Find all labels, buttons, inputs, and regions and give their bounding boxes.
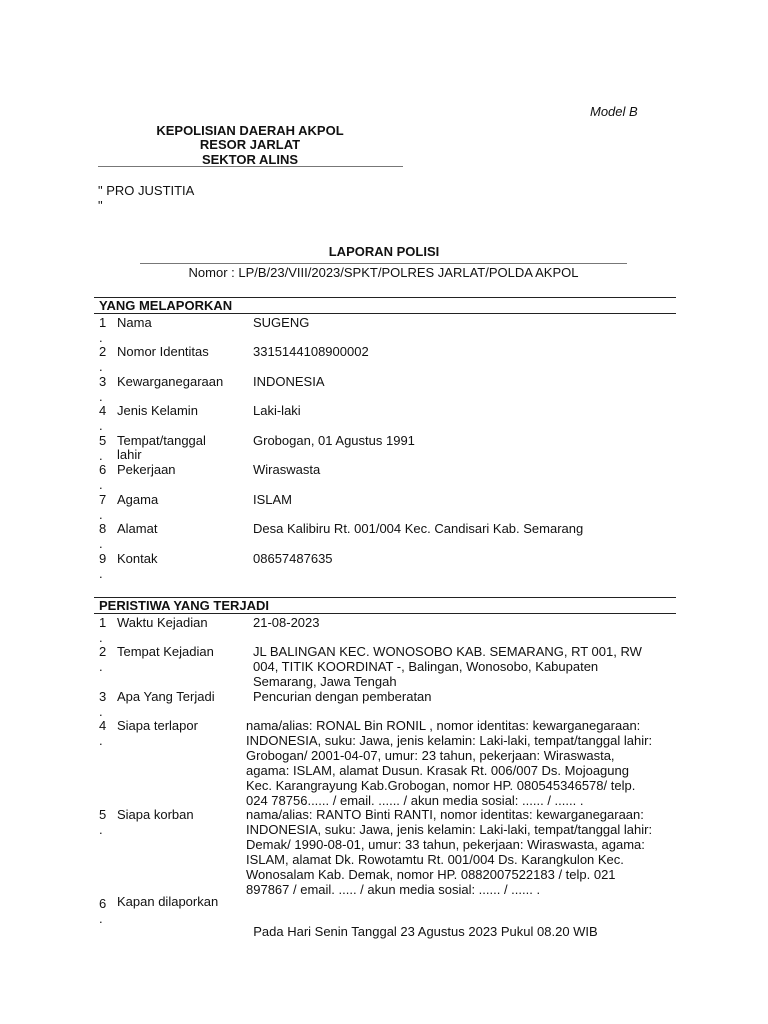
- reporter-item-label: Pekerjaan: [117, 462, 176, 477]
- reporter-item-label: Alamat: [117, 521, 158, 536]
- reporter-item-value: 08657487635: [253, 551, 333, 566]
- value-line: 897867 / email. ..... / akun media sosial: ...... / ...... .: [246, 882, 541, 897]
- reporter-item-value: INDONESIA: [253, 374, 325, 389]
- item-number-dot: .: [99, 566, 103, 581]
- value-line: Kec. Karangrayung Kab.Grobogan, nomor HP. 080545346578/ telp.: [246, 778, 636, 793]
- item-number-dot: .: [99, 536, 103, 551]
- value-line: agama: ISLAM, alamat Dusun. Krasak Rt. 006/007 Ds. Mojoagung: [246, 763, 629, 778]
- value-line: Pencurian dengan pemberatan: [253, 689, 432, 704]
- reporter-item-value: 3315144108900002: [253, 344, 369, 359]
- item-number: 7: [99, 492, 107, 507]
- model-label: Model B: [590, 104, 638, 119]
- item-number-dot: .: [99, 911, 103, 926]
- label-line: Tempat/tanggal: [117, 433, 206, 448]
- incident-item-value: [246, 894, 598, 969]
- incident-item-label: Siapa korban: [117, 807, 194, 822]
- reporter-item-number: [99, 462, 111, 492]
- value-line: nama/alias: RANTO Binti RANTI, nomor identitas: kewarganegaraan:: [246, 807, 644, 822]
- value-line: JL BALINGAN KEC. WONOSOBO KAB. SEMARANG, RT 001, RW: [253, 644, 642, 659]
- item-number-dot: .: [99, 418, 103, 433]
- value-line: Pada Hari Senin Tanggal 23 Agustus 2023 Pukul 08.20 WIB: [246, 924, 598, 939]
- item-number: 3: [99, 374, 107, 389]
- reporter-item-number: [99, 492, 111, 522]
- value-line: Wonosalam Kab. Demak, nomor HP. 0882007522183 / telp. 021: [246, 867, 616, 882]
- reporter-item-label: Nama: [117, 315, 152, 330]
- pro-justitia-line-2: ": [98, 198, 103, 213]
- item-number: 8: [99, 521, 107, 536]
- item-number: 4: [99, 718, 107, 733]
- item-number: 5: [99, 807, 107, 822]
- incident-item-label: Siapa terlapor: [117, 718, 198, 733]
- value-line: INDONESIA, suku: Jawa, jenis kelamin: Laki-laki, tempat/tanggal lahir:: [246, 822, 653, 837]
- item-number: 6: [99, 462, 107, 477]
- reporter-item-number: [99, 315, 111, 345]
- reporter-item-label: Jenis Kelamin: [117, 403, 198, 418]
- reporter-item-value: ISLAM: [253, 492, 293, 507]
- incident-item-number: [99, 807, 111, 837]
- incident-item-label: Kapan dilaporkan: [117, 894, 219, 909]
- reporter-item-label: Kewarganegaraan: [117, 374, 224, 389]
- report-number: Nomor : LP/B/23/VIII/2023/SPKT/POLRES JARLAT/POLDA AKPOL: [188, 265, 579, 280]
- item-number-dot: .: [99, 822, 103, 837]
- incident-item-number: [99, 718, 111, 748]
- item-number: 6: [99, 896, 107, 911]
- reporter-item-value: Grobogan, 01 Agustus 1991: [253, 433, 415, 448]
- incident-item-label: Tempat Kejadian: [117, 644, 214, 659]
- reporter-item-number: [99, 551, 111, 581]
- reporter-item-value: Laki-laki: [253, 403, 301, 418]
- incident-item-value: [253, 644, 642, 689]
- reporter-item-label: Agama: [117, 492, 159, 507]
- value-line: Semarang, Jawa Tengah: [253, 674, 397, 689]
- incident-item-value: [246, 718, 652, 808]
- incident-section-title: PERISTIWA YANG TERJADI: [99, 598, 269, 613]
- item-number: 1: [99, 615, 107, 630]
- title-divider: [140, 263, 627, 264]
- incident-item-number: [99, 644, 111, 674]
- reporter-section-title: YANG MELAPORKAN: [99, 298, 233, 313]
- item-number: 4: [99, 403, 107, 418]
- reporter-item-value: SUGENG: [253, 315, 310, 330]
- institution-line-3: SEKTOR ALINS: [201, 152, 299, 167]
- incident-item-value: [253, 689, 432, 704]
- reporter-item-number: [99, 374, 111, 404]
- incident-item-label: Apa Yang Terjadi: [117, 689, 215, 704]
- label-line: lahir: [117, 447, 142, 462]
- reporter-item-label: [117, 434, 206, 462]
- report-title: [0, 244, 768, 259]
- value-line: Demak/ 1990-08-01, umur: 33 tahun, pekerjaan: Wiraswasta, agama:: [246, 837, 645, 852]
- item-number-dot: .: [99, 330, 103, 345]
- item-number: 5: [99, 433, 107, 448]
- reporter-section-rule-bottom: [94, 313, 676, 314]
- item-number-dot: .: [99, 659, 103, 674]
- item-number: 3: [99, 689, 107, 704]
- incident-item-number: [99, 615, 111, 645]
- reporter-item-number: [99, 521, 111, 551]
- reporter-item-value: Desa Kalibiru Rt. 001/004 Kec. Candisari Kab. Semarang: [253, 521, 584, 536]
- incident-item-value: [246, 807, 652, 897]
- value-line: INDONESIA, suku: Jawa, jenis kelamin: Laki-laki, tempat/tanggal lahir:: [246, 733, 653, 748]
- pro-justitia: [98, 183, 194, 213]
- institution-line-1: KEPOLISIAN DAERAH AKPOL: [156, 123, 344, 138]
- institution-line-2: RESOR JARLAT: [199, 137, 301, 152]
- item-number: 9: [99, 551, 107, 566]
- value-line: 21-08-2023: [253, 615, 320, 630]
- reporter-item-number: [99, 344, 111, 374]
- item-number: 2: [99, 344, 107, 359]
- item-number-dot: .: [99, 389, 103, 404]
- report-title-text: LAPORAN POLISI: [328, 244, 440, 259]
- incident-item-number: [99, 896, 111, 926]
- item-number-dot: .: [99, 733, 103, 748]
- value-line: 024 78756...... / email. ...... / akun media sosial: ...... / ...... .: [246, 793, 584, 808]
- item-number-dot: .: [99, 704, 103, 719]
- incident-section-rule-bottom: [94, 613, 676, 614]
- item-number-dot: .: [99, 448, 103, 463]
- reporter-item-number: [99, 403, 111, 433]
- item-number-dot: .: [99, 477, 103, 492]
- pro-justitia-line-1: " PRO JUSTITIA: [98, 183, 195, 198]
- item-number: 2: [99, 644, 107, 659]
- value-line: Grobogan/ 2001-04-07, umur: 23 tahun, pekerjaan: Wiraswasta,: [246, 748, 615, 763]
- header-divider: [98, 166, 403, 167]
- reporter-item-label: Kontak: [117, 551, 158, 566]
- reporter-item-value: Wiraswasta: [253, 462, 321, 477]
- incident-item-number: [99, 689, 111, 719]
- item-number-dot: .: [99, 507, 103, 522]
- item-number-dot: .: [99, 630, 103, 645]
- incident-item-label: Waktu Kejadian: [117, 615, 208, 630]
- item-number-dot: .: [99, 359, 103, 374]
- value-line: 004, TITIK KOORDINAT -, Balingan, Wonosobo, Kabupaten: [253, 659, 599, 674]
- value-line: nama/alias: RONAL Bin RONIL , nomor identitas: kewarganegaraan:: [246, 718, 641, 733]
- incident-item-value: [253, 615, 320, 630]
- value-line: ISLAM, alamat Dk. Rowotamtu Rt. 001/004 Ds. Karangkulon Kec.: [246, 852, 624, 867]
- reporter-item-number: [99, 433, 111, 463]
- item-number: 1: [99, 315, 107, 330]
- reporter-item-label: Nomor Identitas: [117, 344, 209, 359]
